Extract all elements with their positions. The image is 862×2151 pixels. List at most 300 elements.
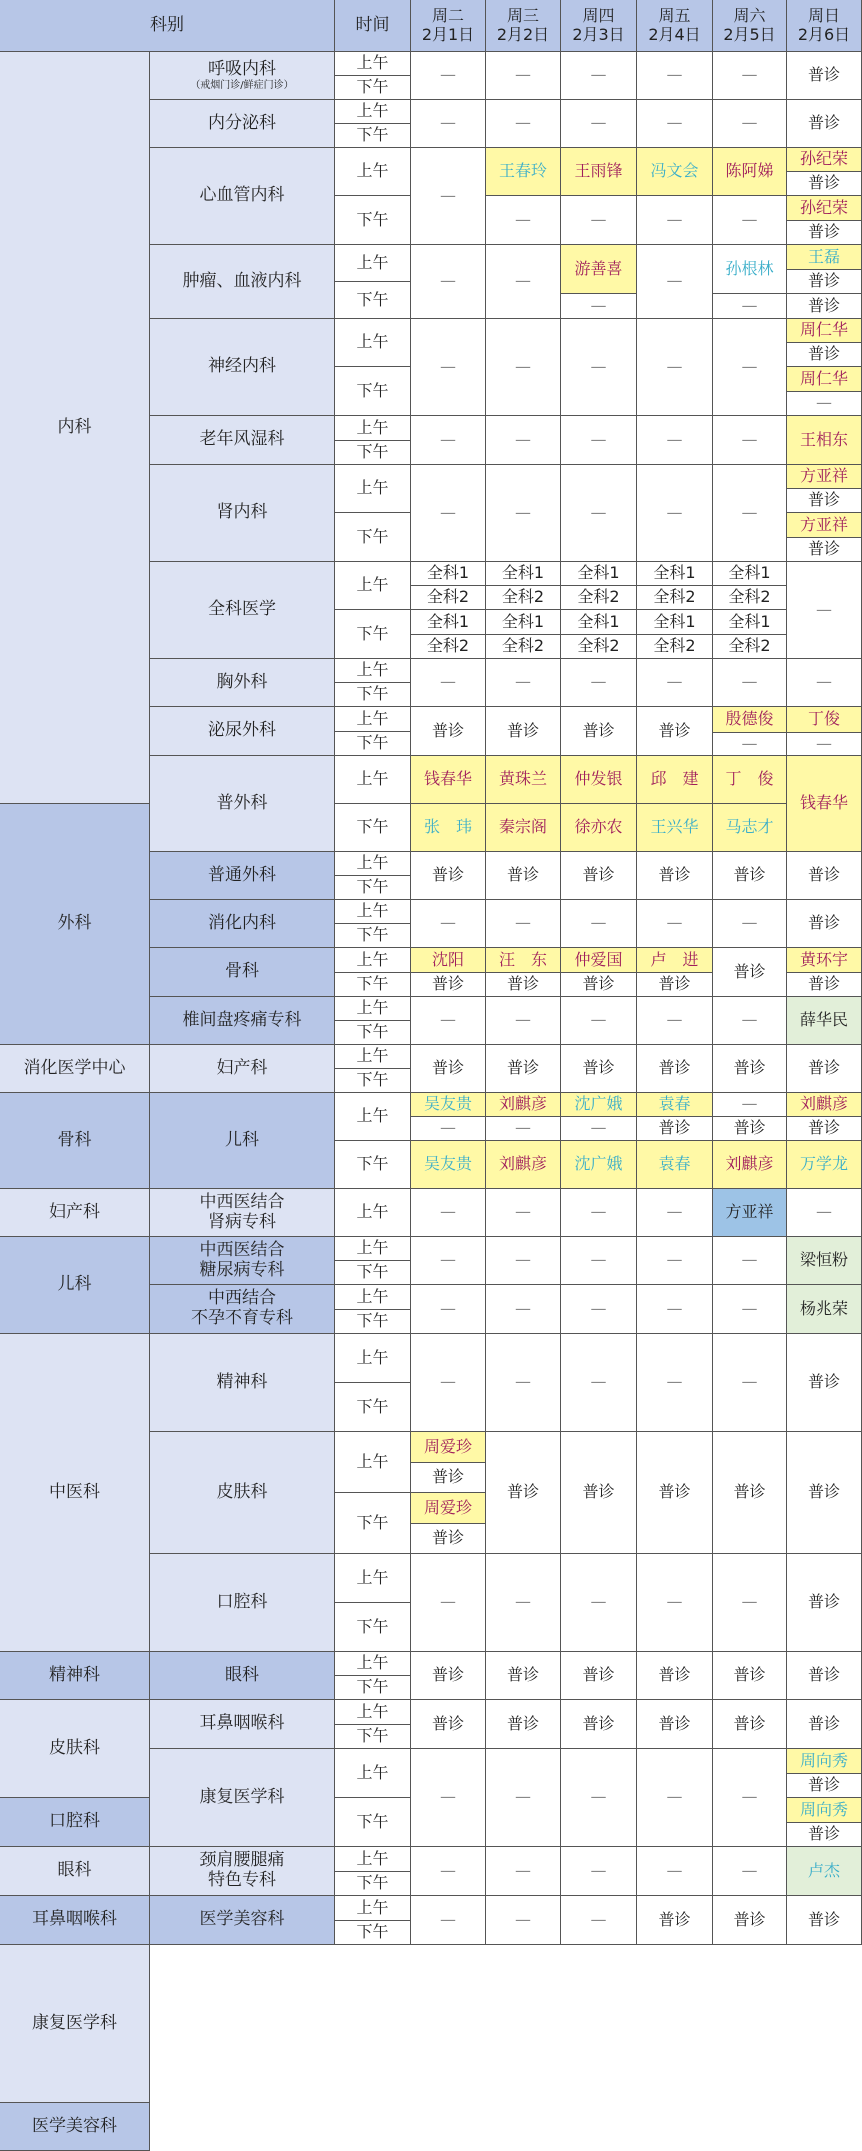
schedule-entry: — — [561, 1847, 637, 1896]
schedule-entry: — — [637, 245, 713, 319]
day-date: 2月3日 — [572, 24, 625, 44]
sub-department — [150, 1896, 335, 1945]
sub-department-name: 耳鼻咽喉科 — [199, 1713, 285, 1734]
day-date: 2月1日 — [421, 24, 475, 44]
time-slot: 上午 — [335, 1237, 411, 1261]
sub-department-name: 骨科 — [225, 961, 259, 982]
time-slot: 上午 — [335, 245, 411, 282]
time-slot: 下午 — [335, 1676, 411, 1700]
time-slot: 下午 — [335, 1261, 411, 1285]
sub-department-name: 肿瘤、血液内科 — [182, 270, 302, 291]
schedule-entry: 普诊 — [486, 1652, 561, 1700]
schedule-entry: 孙根林 — [713, 245, 787, 294]
schedule-entry: 普诊 — [787, 1117, 862, 1141]
sub-department-name: 椎间盘疼痛专科 — [182, 1009, 302, 1030]
schedule-entry: 全科1 — [486, 610, 561, 635]
department-group: 康复医学科 — [0, 1945, 150, 2103]
schedule-entry: 丁俊 — [787, 707, 862, 733]
schedule-entry: 普诊 — [411, 973, 486, 997]
schedule-entry: 普诊 — [713, 1045, 787, 1093]
schedule-entry: 陈阿娣 — [713, 148, 787, 196]
schedule-entry: 普诊 — [787, 221, 862, 245]
schedule-entry: — — [713, 1334, 787, 1432]
sub-department-name: 妇产科 — [216, 1057, 268, 1078]
schedule-entry: 普诊 — [486, 973, 561, 997]
schedule-entry: — — [561, 900, 637, 948]
time-slot: 上午 — [335, 1749, 411, 1798]
department-group: 耳鼻咽喉科 — [0, 1896, 150, 1945]
schedule-entry: — — [486, 196, 561, 245]
schedule-entry: 普诊 — [637, 973, 713, 997]
time-slot: 上午 — [335, 852, 411, 876]
schedule-entry: — — [486, 1896, 561, 1945]
day-week: 周六 — [733, 6, 766, 26]
header-time: 时间 — [335, 0, 411, 52]
schedule-entry: 普诊 — [787, 343, 862, 367]
sub-department-name: 心血管内科 — [199, 185, 285, 206]
time-slot: 下午 — [335, 1872, 411, 1896]
schedule-entry: — — [411, 1554, 486, 1652]
schedule-entry: 周爱珍 — [411, 1493, 486, 1524]
schedule-entry: — — [561, 1285, 637, 1334]
department-group: 外科 — [0, 804, 150, 1045]
schedule-entry: 袁春 — [637, 1093, 713, 1117]
department-group: 医学美容科 — [0, 2103, 150, 2151]
schedule-entry: — — [486, 1237, 561, 1285]
time-slot: 下午 — [335, 1021, 411, 1045]
sub-department-name: 精神科 — [216, 1371, 268, 1392]
sub-department-name: 肾病专科 — [208, 1211, 276, 1232]
schedule-entry: 张 玮 — [411, 804, 486, 852]
schedule-entry: — — [486, 1117, 561, 1141]
time-slot: 下午 — [335, 124, 411, 148]
time-slot: 上午 — [335, 562, 411, 610]
schedule-entry: 全科1 — [561, 562, 637, 586]
time-slot: 上午 — [335, 1045, 411, 1069]
schedule-entry: 周仁华 — [787, 319, 862, 343]
schedule-entry: — — [713, 1093, 787, 1117]
time-slot: 上午 — [335, 1896, 411, 1921]
schedule-entry: 周向秀 — [787, 1749, 862, 1774]
time-slot: 下午 — [335, 683, 411, 707]
header-day — [411, 0, 486, 52]
time-slot: 上午 — [335, 1554, 411, 1603]
schedule-entry: 普诊 — [787, 1045, 862, 1093]
sub-department-name: 肾内科 — [216, 502, 268, 523]
schedule-entry: — — [561, 1189, 637, 1237]
schedule-entry: 仲发银 — [561, 756, 637, 804]
schedule-entry: — — [637, 1334, 713, 1432]
sub-department-name: 泌尿外科 — [208, 720, 276, 741]
schedule-entry: — — [411, 1896, 486, 1945]
schedule-entry: — — [486, 245, 561, 319]
schedule-entry: 沈广娥 — [561, 1093, 637, 1117]
schedule-entry: — — [486, 659, 561, 707]
schedule-entry: 普诊 — [713, 1117, 787, 1141]
department-group: 骨科 — [0, 1093, 150, 1189]
schedule-entry: 普诊 — [787, 1700, 862, 1749]
schedule-entry: — — [411, 1237, 486, 1285]
department-group: 中医科 — [0, 1334, 150, 1652]
schedule-entry: — — [637, 416, 713, 465]
sub-department-name: 普外科 — [216, 792, 268, 813]
time-slot: 上午 — [335, 1285, 411, 1310]
sub-department — [150, 1285, 335, 1334]
time-slot: 上午 — [335, 1093, 411, 1141]
schedule-entry: 普诊 — [486, 1432, 561, 1554]
sub-department — [150, 1700, 335, 1749]
schedule-entry: 方亚祥 — [787, 513, 862, 538]
time-slot: 下午 — [335, 441, 411, 465]
sub-department — [150, 1749, 335, 1847]
schedule-entry: 全科2 — [486, 586, 561, 610]
schedule-entry: 普诊 — [637, 1652, 713, 1700]
schedule-entry: — — [787, 1189, 862, 1237]
sub-department-name: 神经内科 — [208, 356, 276, 377]
schedule-entry: 黄环宇 — [787, 948, 862, 973]
schedule-entry: — — [486, 100, 561, 148]
schedule-entry: — — [713, 659, 787, 707]
schedule-entry: 普诊 — [787, 1896, 862, 1945]
schedule-entry: 普诊 — [486, 707, 561, 756]
sub-department-note: （戒烟门诊/鲜症门诊） — [190, 79, 294, 91]
schedule-entry: — — [637, 1237, 713, 1285]
schedule-entry: — — [637, 1285, 713, 1334]
sub-department — [150, 1237, 335, 1285]
schedule-entry: 邱 建 — [637, 756, 713, 804]
schedule-entry: — — [486, 1749, 561, 1847]
schedule-entry: 普诊 — [561, 1700, 637, 1749]
schedule-entry: — — [713, 1847, 787, 1896]
sub-department — [150, 416, 335, 465]
day-date: 2月4日 — [648, 24, 701, 44]
schedule-entry: 普诊 — [787, 1432, 862, 1554]
time-slot: 上午 — [335, 756, 411, 804]
schedule-entry: — — [713, 1554, 787, 1652]
schedule-entry: — — [411, 319, 486, 416]
schedule-entry: 仲爱国 — [561, 948, 637, 973]
schedule-entry: — — [486, 465, 561, 562]
time-slot: 上午 — [335, 707, 411, 732]
time-slot: 下午 — [335, 1725, 411, 1749]
schedule-entry: 全科1 — [637, 562, 713, 586]
schedule-entry: 普诊 — [787, 489, 862, 513]
time-slot: 上午 — [335, 319, 411, 367]
sub-department-name: 全科医学 — [208, 599, 276, 620]
schedule-entry: — — [637, 319, 713, 416]
schedule-entry: 方亚祥 — [713, 1189, 787, 1237]
day-date: 2月2日 — [496, 24, 550, 44]
schedule-entry: 普诊 — [787, 1652, 862, 1700]
schedule-entry: 普诊 — [411, 852, 486, 900]
schedule-entry: — — [637, 1749, 713, 1847]
schedule-entry: 普诊 — [787, 1554, 862, 1652]
schedule-entry: 钱春华 — [411, 756, 486, 804]
sub-department-name: 医学美容科 — [199, 1909, 285, 1930]
schedule-entry: — — [713, 733, 787, 756]
schedule-entry: — — [411, 1285, 486, 1334]
schedule-entry: 徐亦农 — [561, 804, 637, 852]
schedule-entry: — — [411, 416, 486, 465]
time-slot: 下午 — [335, 804, 411, 852]
sub-department — [150, 1189, 335, 1237]
schedule-entry: — — [713, 294, 787, 319]
schedule-entry: — — [637, 1554, 713, 1652]
schedule-entry: — — [637, 52, 713, 100]
time-slot: 下午 — [335, 513, 411, 562]
schedule-entry: — — [411, 100, 486, 148]
schedule-entry: 全科1 — [713, 610, 787, 635]
sub-department-name: 皮肤科 — [216, 1481, 268, 1502]
schedule-entry: 普诊 — [713, 852, 787, 900]
schedule-entry: 周向秀 — [787, 1798, 862, 1823]
time-slot: 下午 — [335, 1069, 411, 1093]
schedule-entry: — — [561, 196, 637, 245]
schedule-entry: 普诊 — [637, 852, 713, 900]
sub-department — [150, 100, 335, 148]
schedule-entry: — — [787, 733, 862, 756]
schedule-entry: — — [411, 52, 486, 100]
schedule-entry: — — [561, 1896, 637, 1945]
schedule-entry: — — [561, 416, 637, 465]
schedule-entry: 全科2 — [713, 586, 787, 610]
schedule-entry: 王兴华 — [637, 804, 713, 852]
schedule-entry: — — [561, 1334, 637, 1432]
day-week: 周二 — [431, 6, 464, 26]
sub-department — [150, 52, 335, 100]
schedule-entry: — — [713, 1749, 787, 1847]
schedule-entry: 汪 东 — [486, 948, 561, 973]
schedule-entry: 普诊 — [411, 707, 486, 756]
schedule-entry: — — [561, 319, 637, 416]
schedule-entry: — — [561, 1237, 637, 1285]
sub-department — [150, 1045, 335, 1093]
schedule-entry: — — [411, 1749, 486, 1847]
schedule-entry: 普诊 — [561, 1045, 637, 1093]
schedule-entry: 普诊 — [787, 172, 862, 196]
schedule-entry: 普诊 — [713, 948, 787, 997]
header-day — [637, 0, 713, 52]
schedule-entry: 刘麒彦 — [486, 1093, 561, 1117]
schedule-entry: 周爱珍 — [411, 1432, 486, 1463]
schedule-entry: 全科1 — [411, 562, 486, 586]
sub-department-name: 老年风湿科 — [199, 429, 285, 450]
time-slot: 上午 — [335, 948, 411, 973]
schedule-entry: — — [411, 465, 486, 562]
department-group: 消化医学中心 — [0, 1045, 150, 1093]
schedule-entry: 普诊 — [713, 1896, 787, 1945]
schedule-entry: 冯文会 — [637, 148, 713, 196]
schedule-entry: — — [713, 997, 787, 1045]
time-slot: 下午 — [335, 610, 411, 659]
sub-department-name: 儿科 — [225, 1129, 259, 1150]
time-slot: 上午 — [335, 1189, 411, 1237]
sub-department — [150, 1847, 335, 1896]
schedule-entry: — — [411, 148, 486, 245]
time-slot: 下午 — [335, 1603, 411, 1652]
schedule-entry: 万学龙 — [787, 1141, 862, 1189]
schedule-entry: 普诊 — [411, 1700, 486, 1749]
schedule-entry: — — [486, 1554, 561, 1652]
schedule-entry: 刘麒彦 — [787, 1093, 862, 1117]
schedule-entry: 普诊 — [411, 1463, 486, 1493]
schedule-entry: 普诊 — [561, 973, 637, 997]
schedule-entry: — — [561, 1554, 637, 1652]
schedule-entry: 普诊 — [411, 1045, 486, 1093]
sub-department-name: 康复医学科 — [199, 1786, 285, 1807]
department-group: 皮肤科 — [0, 1700, 150, 1798]
sub-department-name: 呼吸内科 — [208, 58, 276, 79]
sub-department — [150, 1334, 335, 1432]
schedule-entry: — — [486, 997, 561, 1045]
schedule-entry: 薛华民 — [787, 997, 862, 1045]
schedule-entry: — — [486, 1847, 561, 1896]
sub-department-name: 中西医结合 — [199, 1191, 285, 1212]
schedule-entry: — — [637, 659, 713, 707]
sub-department-name: 消化内科 — [208, 912, 276, 933]
sub-department-name: 胸外科 — [216, 671, 268, 692]
schedule-entry: 马志才 — [713, 804, 787, 852]
department-group: 精神科 — [0, 1652, 150, 1700]
sub-department — [150, 997, 335, 1045]
schedule-entry: 普诊 — [787, 1823, 862, 1847]
schedule-entry: 普诊 — [561, 852, 637, 900]
schedule-entry: 全科2 — [637, 586, 713, 610]
schedule-entry: 普诊 — [561, 707, 637, 756]
sub-department-name: 眼科 — [225, 1664, 259, 1685]
day-date: 2月5日 — [723, 24, 776, 44]
sub-department — [150, 948, 335, 997]
schedule-entry: 普诊 — [637, 1432, 713, 1554]
schedule-entry: 普诊 — [787, 1774, 862, 1798]
schedule-entry: — — [713, 465, 787, 562]
sub-department-name: 普通外科 — [208, 864, 276, 885]
schedule-entry: 普诊 — [486, 852, 561, 900]
schedule-entry: 王相东 — [787, 416, 862, 465]
schedule-entry: 秦宗阁 — [486, 804, 561, 852]
schedule-entry: 全科1 — [561, 610, 637, 635]
schedule-entry: — — [637, 997, 713, 1045]
schedule-entry: — — [637, 465, 713, 562]
sub-department — [150, 900, 335, 948]
sub-department — [150, 1554, 335, 1652]
schedule-entry: 普诊 — [486, 1700, 561, 1749]
schedule-entry: 普诊 — [411, 1524, 486, 1554]
schedule-entry: 黄珠兰 — [486, 756, 561, 804]
schedule-entry: — — [787, 659, 862, 707]
schedule-entry: — — [637, 196, 713, 245]
schedule-entry: — — [486, 1285, 561, 1334]
schedule-entry: 全科2 — [561, 635, 637, 659]
time-slot: 下午 — [335, 1798, 411, 1847]
schedule-entry: 普诊 — [486, 1045, 561, 1093]
time-slot: 下午 — [335, 732, 411, 756]
schedule-entry: — — [561, 465, 637, 562]
schedule-entry: 全科2 — [713, 635, 787, 659]
sub-department-name: 颈肩腰腿痛 — [199, 1850, 285, 1871]
schedule-entry: 吴友贵 — [411, 1141, 486, 1189]
schedule-entry: — — [561, 659, 637, 707]
header-day — [486, 0, 561, 52]
time-slot: 下午 — [335, 1141, 411, 1189]
time-slot: 下午 — [335, 1383, 411, 1432]
schedule-entry: 沈广娥 — [561, 1141, 637, 1189]
schedule-entry: 普诊 — [787, 1334, 862, 1432]
schedule-entry: — — [561, 100, 637, 148]
time-slot: 下午 — [335, 1493, 411, 1554]
sub-department — [150, 707, 335, 756]
department-group: 眼科 — [0, 1847, 150, 1896]
schedule-entry: 刘麒彦 — [713, 1141, 787, 1189]
time-slot: 下午 — [335, 924, 411, 948]
schedule-entry: — — [486, 1189, 561, 1237]
schedule-entry: — — [713, 52, 787, 100]
time-slot: 上午 — [335, 100, 411, 124]
time-slot: 上午 — [335, 1847, 411, 1872]
time-slot: 下午 — [335, 1921, 411, 1945]
department-group: 内科 — [0, 52, 150, 804]
schedule-entry: 普诊 — [787, 538, 862, 562]
schedule-entry: 王雨锋 — [561, 148, 637, 196]
schedule-entry: 全科2 — [637, 635, 713, 659]
department-group: 妇产科 — [0, 1189, 150, 1237]
schedule-entry: 周仁华 — [787, 367, 862, 392]
schedule-entry: 杨兆荣 — [787, 1285, 862, 1334]
schedule-entry: 普诊 — [637, 1896, 713, 1945]
schedule-entry: — — [561, 1117, 637, 1141]
schedule-entry: — — [637, 1189, 713, 1237]
time-slot: 上午 — [335, 1652, 411, 1676]
schedule-entry: — — [411, 659, 486, 707]
schedule-entry: 普诊 — [787, 973, 862, 997]
schedule-entry: — — [713, 196, 787, 245]
schedule-entry: 普诊 — [637, 1700, 713, 1749]
schedule-entry: — — [637, 100, 713, 148]
schedule-entry: — — [411, 1334, 486, 1432]
day-week: 周三 — [506, 6, 539, 26]
schedule-entry: 全科2 — [411, 586, 486, 610]
schedule-entry: 普诊 — [787, 100, 862, 148]
header-department: 科别 — [0, 0, 335, 52]
header-day — [787, 0, 862, 52]
time-slot: 下午 — [335, 973, 411, 997]
schedule-entry: 普诊 — [637, 1117, 713, 1141]
schedule-entry: — — [486, 52, 561, 100]
schedule-entry: 梁恒粉 — [787, 1237, 862, 1285]
time-slot: 下午 — [335, 282, 411, 319]
schedule-entry: 袁春 — [637, 1141, 713, 1189]
sub-department-name: 内分泌科 — [208, 112, 276, 133]
schedule-entry: 普诊 — [561, 1652, 637, 1700]
schedule-entry: — — [411, 245, 486, 319]
time-slot: 上午 — [335, 52, 411, 76]
schedule-entry: — — [411, 1189, 486, 1237]
schedule-entry: — — [486, 1334, 561, 1432]
schedule-entry: 卢杰 — [787, 1847, 862, 1896]
schedule-entry: 普诊 — [713, 1700, 787, 1749]
schedule-entry: 王春玲 — [486, 148, 561, 196]
schedule-entry: — — [787, 562, 862, 659]
schedule-entry: — — [637, 900, 713, 948]
schedule-entry: 普诊 — [713, 1652, 787, 1700]
schedule-entry: 普诊 — [637, 707, 713, 756]
schedule-entry: 钱春华 — [787, 756, 862, 852]
schedule-entry: 殷德俊 — [713, 707, 787, 733]
schedule-entry: — — [713, 100, 787, 148]
schedule-entry: 全科1 — [411, 610, 486, 635]
sub-department-name: 中西结合 — [208, 1288, 276, 1309]
sub-department — [150, 465, 335, 562]
